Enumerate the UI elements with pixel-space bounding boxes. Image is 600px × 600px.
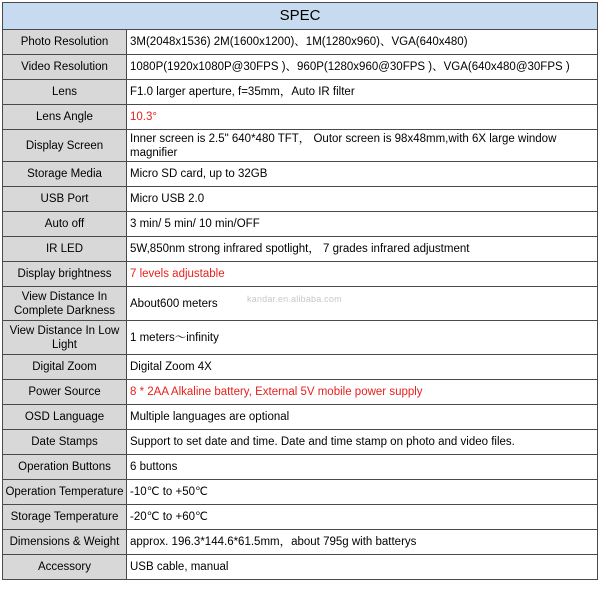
spec-value: 6 buttons <box>127 455 598 480</box>
spec-label: Storage Media <box>3 162 127 187</box>
spec-row <box>3 380 598 405</box>
spec-value: approx. 196.3*144.6*61.5mm，about 795g with batterys <box>127 530 598 555</box>
spec-value: Support to set date and time. Date and time stamp on photo and video files. <box>127 430 598 455</box>
spec-value: Micro USB 2.0 <box>127 187 598 212</box>
spec-label: Operation Temperature <box>3 480 127 505</box>
spec-label: Date Stamps <box>3 430 127 455</box>
spec-value: Digital Zoom 4X <box>127 355 598 380</box>
spec-label: Dimensions & Weight <box>3 530 127 555</box>
spec-row <box>3 480 598 505</box>
spec-label: Lens <box>3 80 127 105</box>
spec-label: IR LED <box>3 237 127 262</box>
spec-row <box>3 455 598 480</box>
spec-label: Lens Angle <box>3 105 127 130</box>
spec-value: Inner screen is 2.5" 640*480 TFT， Outor screen is 98x48mm,with 6X large window magnifier <box>127 130 598 162</box>
spec-row <box>3 30 598 55</box>
spec-value: 3M(2048x1536) 2M(1600x1200)、1M(1280x960)、VGA(640x480) <box>127 30 598 55</box>
spec-row <box>3 162 598 187</box>
spec-row <box>3 530 598 555</box>
spec-value: Micro SD card, up to 32GB <box>127 162 598 187</box>
spec-row <box>3 321 598 355</box>
spec-label: USB Port <box>3 187 127 212</box>
spec-row <box>3 262 598 287</box>
spec-value: 3 min/ 5 min/ 10 min/OFF <box>127 212 598 237</box>
spec-row <box>3 355 598 380</box>
spec-label: Operation Buttons <box>3 455 127 480</box>
spec-value: Multiple languages are optional <box>127 405 598 430</box>
spec-value: -20℃ to +60℃ <box>127 505 598 530</box>
spec-value: 10.3° <box>127 105 598 130</box>
spec-row <box>3 505 598 530</box>
spec-table <box>2 2 598 580</box>
spec-row <box>3 187 598 212</box>
spec-label: View Distance In Low Light <box>3 321 127 355</box>
spec-label: View Distance In Complete Darkness <box>3 287 127 321</box>
spec-row <box>3 430 598 455</box>
spec-value: 1080P(1920x1080P@30FPS )、960P(1280x960@30FPS )、VGA(640x480@30FPS ) <box>127 55 598 80</box>
spec-value: USB cable, manual <box>127 555 598 580</box>
spec-label: Digital Zoom <box>3 355 127 380</box>
spec-title: SPEC <box>3 3 598 30</box>
spec-value: 1 meters～infinity <box>127 321 598 355</box>
spec-label: Display Screen <box>3 130 127 162</box>
watermark-text: kandar.en.alibaba.com <box>247 294 342 304</box>
spec-row <box>3 55 598 80</box>
spec-value: About600 meters <box>127 287 598 321</box>
spec-label: Video Resolution <box>3 55 127 80</box>
spec-label: Photo Resolution <box>3 30 127 55</box>
spec-label: Storage Temperature <box>3 505 127 530</box>
spec-label: Display brightness <box>3 262 127 287</box>
spec-header-row <box>3 3 598 30</box>
spec-value: 7 levels adjustable <box>127 262 598 287</box>
spec-label: Auto off <box>3 212 127 237</box>
spec-value: F1.0 larger aperture, f=35mm，Auto IR filter <box>127 80 598 105</box>
spec-value: 5W,850nm strong infrared spotlight， 7 grades infrared adjustment <box>127 237 598 262</box>
spec-label: Power Source <box>3 380 127 405</box>
spec-value: 8 * 2AA Alkaline battery, External 5V mobile power supply <box>127 380 598 405</box>
spec-row <box>3 237 598 262</box>
spec-row <box>3 130 598 162</box>
spec-row <box>3 405 598 430</box>
spec-label: Accessory <box>3 555 127 580</box>
spec-row <box>3 105 598 130</box>
spec-label: OSD Language <box>3 405 127 430</box>
spec-value: -10℃ to +50℃ <box>127 480 598 505</box>
spec-row <box>3 80 598 105</box>
spec-row <box>3 555 598 580</box>
spec-row <box>3 212 598 237</box>
